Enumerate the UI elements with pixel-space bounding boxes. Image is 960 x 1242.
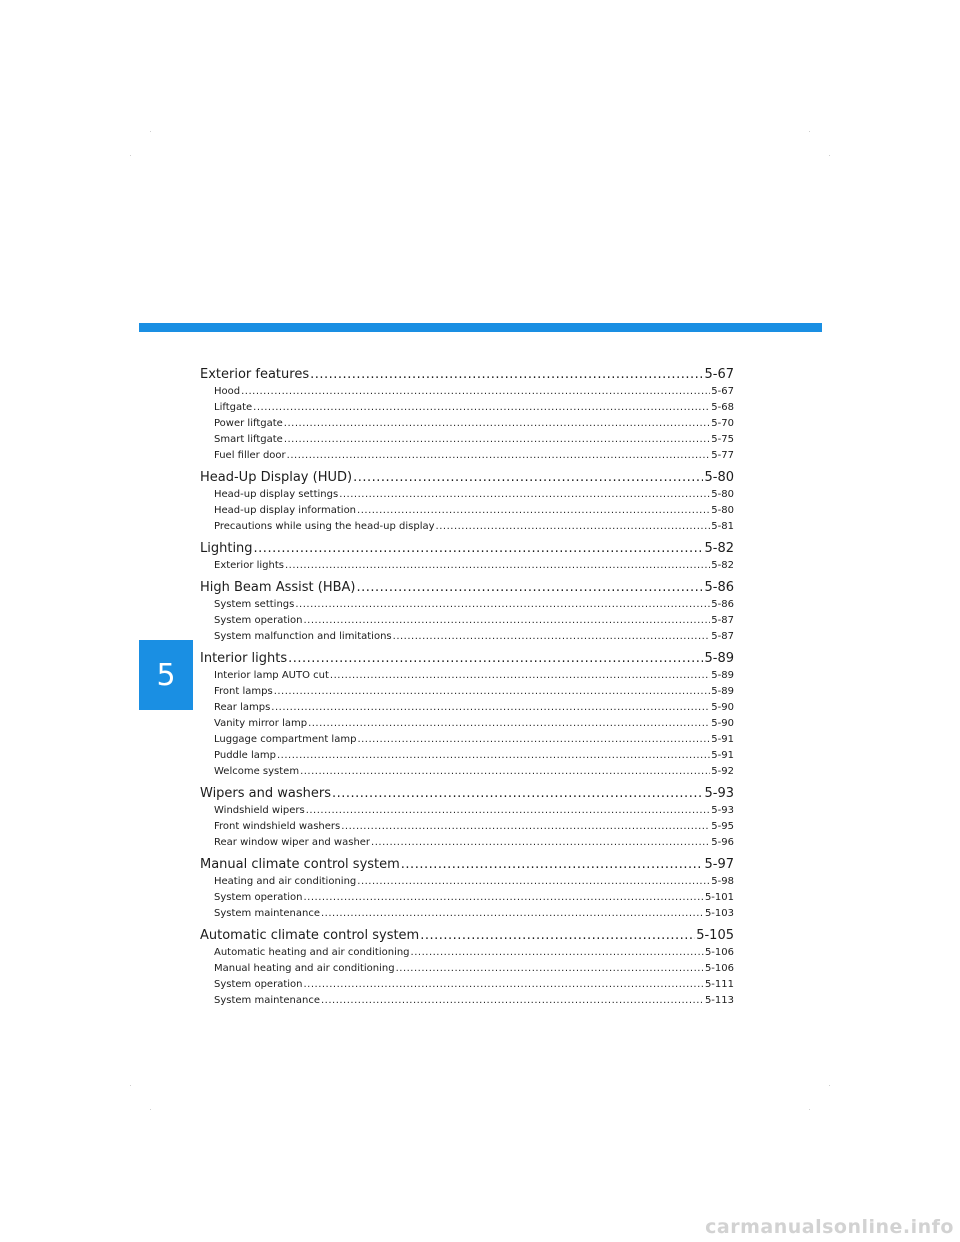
toc-entry-page: 5-77 <box>711 450 734 461</box>
crop-mark <box>150 131 151 132</box>
toc-heading[interactable] <box>200 649 734 668</box>
toc-heading-page: 5-93 <box>704 786 734 801</box>
toc-entry-title: Luggage compartment lamp <box>214 734 357 745</box>
toc-entry-title: Smart liftgate <box>214 434 283 445</box>
crop-mark <box>130 155 131 156</box>
dot-leader <box>353 468 703 487</box>
dot-leader <box>356 578 703 597</box>
toc-entry-title: System operation <box>214 892 303 903</box>
toc-entry-title: System maintenance <box>214 908 320 919</box>
dot-leader <box>371 835 710 851</box>
toc-entry-page: 5-81 <box>711 521 734 532</box>
table-of-contents <box>200 365 734 1009</box>
toc-entry-page: 5-80 <box>711 489 734 500</box>
toc-entry[interactable] <box>200 716 734 732</box>
toc-entry[interactable] <box>200 416 734 432</box>
toc-entry-title: Liftgate <box>214 402 253 413</box>
toc-entry[interactable] <box>200 558 734 574</box>
toc-entry-page: 5-98 <box>711 876 734 887</box>
toc-entry[interactable] <box>200 629 734 645</box>
toc-entry-page: 5-106 <box>704 947 734 958</box>
toc-entry-page: 5-96 <box>711 837 734 848</box>
dot-leader <box>303 890 703 906</box>
toc-entry-page: 5-103 <box>704 908 734 919</box>
toc-entry-page: 5-80 <box>711 505 734 516</box>
toc-heading-title: Head-Up Display (HUD) <box>200 470 353 485</box>
crop-mark <box>809 131 810 132</box>
dot-leader <box>310 365 703 384</box>
toc-entry-page: 5-87 <box>711 615 734 626</box>
toc-section <box>200 851 734 922</box>
toc-entry-page: 5-89 <box>711 670 734 681</box>
toc-entry[interactable] <box>200 906 734 922</box>
toc-entry-page: 5-75 <box>711 434 734 445</box>
toc-heading-page: 5-82 <box>704 541 734 556</box>
toc-heading-page: 5-97 <box>704 857 734 872</box>
toc-entry-title: Windshield wipers <box>214 805 305 816</box>
toc-entry-page: 5-101 <box>704 892 734 903</box>
toc-entry[interactable] <box>200 487 734 503</box>
toc-entry[interactable] <box>200 519 734 535</box>
toc-heading-page: 5-67 <box>704 367 734 382</box>
toc-entry-page: 5-86 <box>711 599 734 610</box>
dot-leader <box>254 539 704 558</box>
toc-entry-page: 5-91 <box>711 750 734 761</box>
toc-entry-page: 5-113 <box>704 995 734 1006</box>
toc-entry[interactable] <box>200 597 734 613</box>
toc-entry-page: 5-67 <box>711 386 734 397</box>
toc-entry-title: Rear lamps <box>214 702 271 713</box>
toc-entry-title: System settings <box>214 599 295 610</box>
toc-entry[interactable] <box>200 448 734 464</box>
toc-heading[interactable] <box>200 926 734 945</box>
toc-entry[interactable] <box>200 977 734 993</box>
dot-leader <box>393 629 711 645</box>
dot-leader <box>306 803 711 819</box>
toc-entry-title: System malfunction and limitations <box>214 631 392 642</box>
dot-leader <box>341 819 710 835</box>
dot-leader <box>284 416 711 432</box>
toc-section <box>200 574 734 645</box>
toc-entry-title: Power liftgate <box>214 418 283 429</box>
toc-entry[interactable] <box>200 803 734 819</box>
toc-entry-title: Front windshield washers <box>214 821 341 832</box>
toc-entry-page: 5-91 <box>711 734 734 745</box>
toc-entry-title: Front lamps <box>214 686 273 697</box>
toc-entry[interactable] <box>200 961 734 977</box>
toc-entry[interactable] <box>200 890 734 906</box>
toc-entry-page: 5-95 <box>711 821 734 832</box>
toc-section <box>200 365 734 464</box>
toc-section <box>200 464 734 535</box>
toc-heading[interactable] <box>200 468 734 487</box>
dot-leader <box>357 874 710 890</box>
toc-entry[interactable] <box>200 748 734 764</box>
dot-leader <box>241 384 710 400</box>
toc-entry-title: Manual heating and air conditioning <box>214 963 395 974</box>
toc-entry[interactable] <box>200 835 734 851</box>
toc-entry-title: Interior lamp AUTO cut <box>214 670 329 681</box>
toc-entry-title: System operation <box>214 979 303 990</box>
crop-mark <box>130 1085 131 1086</box>
dot-leader <box>287 448 711 464</box>
toc-entry-title: System operation <box>214 615 303 626</box>
toc-entry-page: 5-93 <box>711 805 734 816</box>
toc-entry-page: 5-82 <box>711 560 734 571</box>
watermark: carmanualsonline.info <box>705 1216 954 1238</box>
toc-entry-title: Welcome system <box>214 766 300 777</box>
toc-entry-title: Vanity mirror lamp <box>214 718 308 729</box>
toc-entry-page: 5-106 <box>704 963 734 974</box>
dot-leader <box>330 668 710 684</box>
toc-heading[interactable] <box>200 784 734 803</box>
dot-leader <box>308 716 710 732</box>
toc-heading-title: Manual climate control system <box>200 857 400 872</box>
toc-heading-page: 5-86 <box>704 580 734 595</box>
toc-entry[interactable] <box>200 874 734 890</box>
toc-section <box>200 645 734 780</box>
toc-heading-title: Wipers and washers <box>200 786 331 801</box>
dot-leader <box>411 945 704 961</box>
dot-leader <box>300 764 710 780</box>
dot-leader <box>436 519 711 535</box>
toc-section <box>200 780 734 851</box>
toc-entry-page: 5-90 <box>711 718 734 729</box>
toc-entry-page: 5-92 <box>711 766 734 777</box>
toc-entry-title: Head-up display settings <box>214 489 339 500</box>
toc-entry-title: Exterior lights <box>214 560 284 571</box>
dot-leader <box>284 432 710 448</box>
dot-leader <box>357 732 710 748</box>
toc-section <box>200 535 734 574</box>
toc-entry[interactable] <box>200 432 734 448</box>
dot-leader <box>357 503 710 519</box>
toc-entry-title: Puddle lamp <box>214 750 276 761</box>
toc-heading-page: 5-89 <box>704 651 734 666</box>
dot-leader <box>295 597 710 613</box>
dot-leader <box>401 855 704 874</box>
dot-leader <box>253 400 710 416</box>
toc-entry-page: 5-90 <box>711 702 734 713</box>
dot-leader <box>288 649 703 668</box>
toc-heading-title: Interior lights <box>200 651 288 666</box>
toc-entry[interactable] <box>200 764 734 780</box>
toc-entry[interactable] <box>200 613 734 629</box>
toc-heading-page: 5-80 <box>704 470 734 485</box>
toc-entry-title: Automatic heating and air conditioning <box>214 947 410 958</box>
toc-entry[interactable] <box>200 684 734 700</box>
dot-leader <box>274 684 711 700</box>
dot-leader <box>420 926 695 945</box>
toc-entry[interactable] <box>200 945 734 961</box>
toc-entry-title: Rear window wiper and washer <box>214 837 371 848</box>
dot-leader <box>303 977 703 993</box>
toc-heading-title: Automatic climate control system <box>200 928 420 943</box>
crop-mark <box>809 1109 810 1110</box>
toc-heading-title: Exterior features <box>200 367 310 382</box>
dot-leader <box>332 784 703 803</box>
toc-heading[interactable] <box>200 539 734 558</box>
dot-leader <box>285 558 710 574</box>
dot-leader <box>303 613 710 629</box>
toc-heading-title: High Beam Assist (HBA) <box>200 580 356 595</box>
toc-entry[interactable] <box>200 668 734 684</box>
toc-entry-title: System maintenance <box>214 995 320 1006</box>
toc-entry[interactable] <box>200 819 734 835</box>
toc-entry[interactable] <box>200 700 734 716</box>
toc-entry-page: 5-70 <box>711 418 734 429</box>
toc-heading[interactable] <box>200 365 734 384</box>
toc-heading[interactable] <box>200 578 734 597</box>
chapter-tab <box>139 640 193 710</box>
crop-mark <box>829 155 830 156</box>
toc-entry[interactable] <box>200 732 734 748</box>
toc-entry-title: Precautions while using the head-up display <box>214 521 435 532</box>
dot-leader <box>339 487 710 503</box>
dot-leader <box>321 906 704 922</box>
toc-entry-page: 5-87 <box>711 631 734 642</box>
dot-leader <box>271 700 710 716</box>
chapter-number: 5 <box>156 657 176 693</box>
toc-entry[interactable] <box>200 503 734 519</box>
toc-entry[interactable] <box>200 384 734 400</box>
dot-leader <box>396 961 704 977</box>
toc-entry-title: Head-up display information <box>214 505 357 516</box>
chapter-header-bar <box>139 323 822 332</box>
toc-entry-page: 5-111 <box>704 979 734 990</box>
toc-section <box>200 922 734 1009</box>
toc-entry-title: Heating and air conditioning <box>214 876 357 887</box>
toc-entry[interactable] <box>200 993 734 1009</box>
toc-entry-title: Fuel filler door <box>214 450 286 461</box>
toc-heading-title: Lighting <box>200 541 253 556</box>
crop-mark <box>829 1085 830 1086</box>
dot-leader <box>277 748 710 764</box>
dot-leader <box>321 993 704 1009</box>
toc-entry-page: 5-89 <box>711 686 734 697</box>
toc-heading-page: 5-105 <box>696 928 734 943</box>
toc-entry[interactable] <box>200 400 734 416</box>
toc-entry-title: Hood <box>214 386 241 397</box>
crop-mark <box>150 1109 151 1110</box>
toc-entry-page: 5-68 <box>711 402 734 413</box>
toc-heading[interactable] <box>200 855 734 874</box>
